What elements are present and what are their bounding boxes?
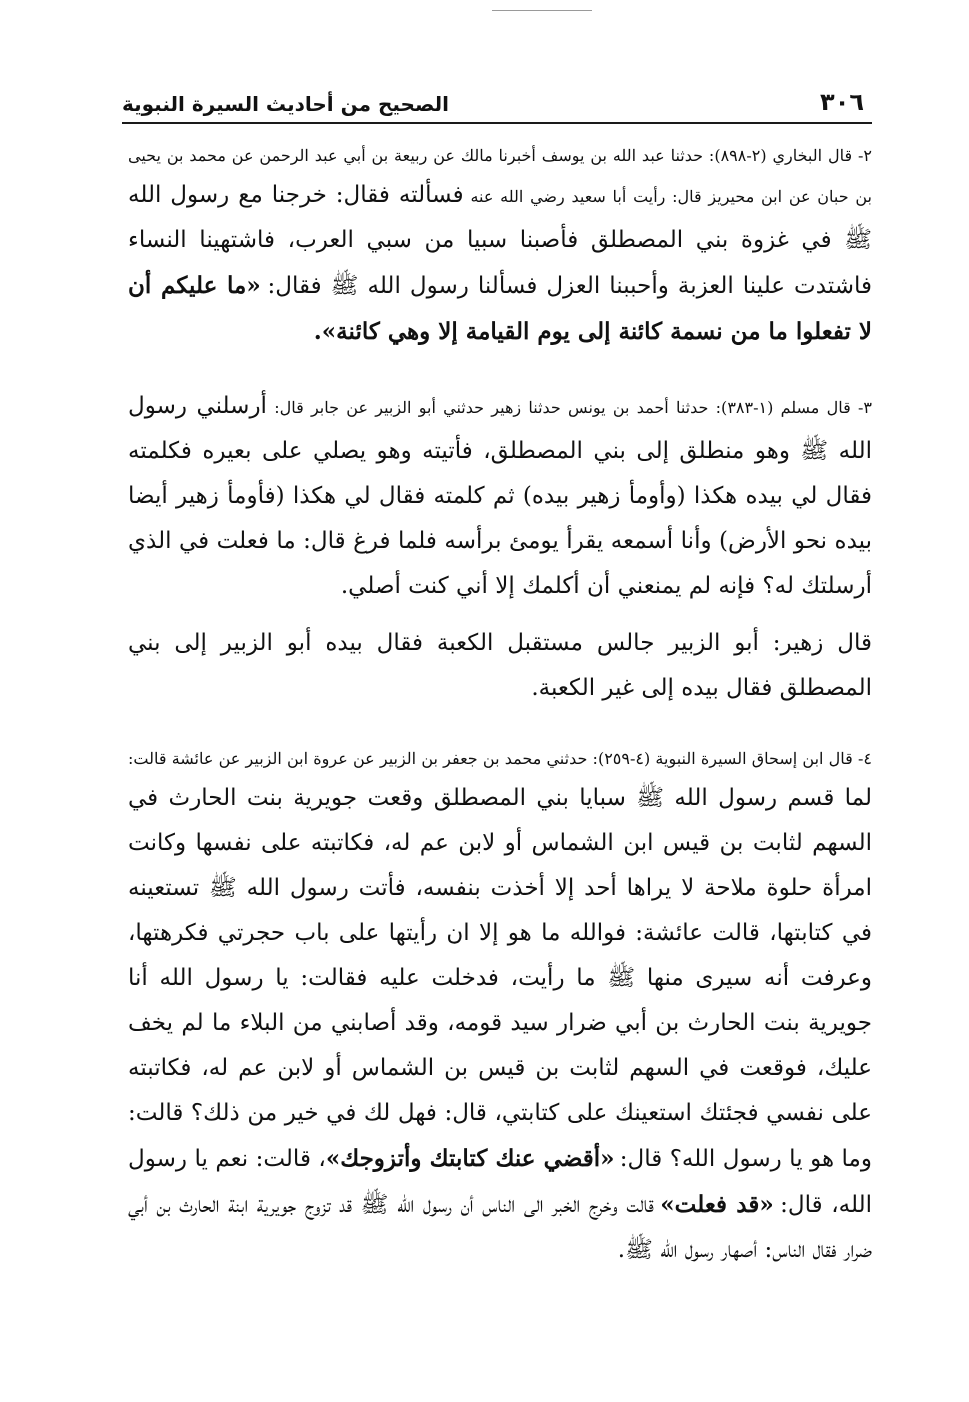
prophetic-saying-2: «ما عليكم أن لا تفعلوا ما من نسمة كائنة إلى يوم القيامة إلا وهي كائنة». [128,272,872,345]
matn-2: فسألته فقال: خرجنا مع رسول الله ﷺ في غزوة بني المصطلق فأصبنا سبيا من سبي العرب، فاشتهينا النساء فاشتدت علينا العزبة وأحببنا العزل فسألنا رسول الله ﷺ فقال: [128,182,872,299]
radiya-honorific: رضي الله عنه [470,187,565,206]
isnad-4: ٤- قال ابن إسحاق السيرة النبوية (٤-٢٥٩): حدثني محمد بن جعفر بن الزبير عن عروة ابن الزبير عن عائشة قالت: [128,749,873,768]
isnad-3: ٣- قال مسلم (١-٣٨٣): حدثنا أحمد بن يونس حدثنا زهير حدثني أبو الزبير عن جابر قال: [274,398,873,417]
matn-4c: قالت وخرج الخبر الى الناس أن رسول الله ﷺ قد تزوج جويرية ابنة الحارث بن أبي ضرار فقال الناس: أصهار رسول الله ﷺ. [128,1192,872,1263]
prophetic-saying-4b: «قد فعلت» [660,1191,774,1218]
page-number: ٣٠٦ [820,88,864,116]
page-header [122,78,872,124]
isnad-2: ٢- قال البخاري (٢-٨٩٨): حدثنا عبد الله بن يوسف أخبرنا مالك عن ربيعة بن أبي عبد الرحمن عن محمد بن يحيى بن حبان عن ابن محيريز قال: رأيت أبا سعيد [128,146,873,206]
page-body [128,138,872,1273]
hadith-4 [128,741,872,1273]
top-rule [492,10,592,11]
matn-4b: ، قالت: نعم يا رسول الله، قال: [128,1146,872,1218]
zuhair-note [128,621,872,711]
prophetic-saying-4a: «أقضي عنك كتابتك وأتزوجك» [325,1145,615,1172]
matn-4a: لما قسم رسول الله ﷺ سبايا بني المصطلق وقعت جويرية بنت الحارث في السهم لثابت بن قيس ابن الشماس أو لابن عم له، فكاتبته على نفسها وكانت امرأة حلوة ملاحة لا يراها أحد إلا أخذت بنفسه، فأتت رسول الله ﷺ تستعينه في كتابتها، قالت عائشة: فوالله ما هو إلا ان رأيتها على باب حجرتي فكرهتها، وعرفت أنه سيرى منها ﷺ ما رأيت، فدخلت عليه فقالت: يا رسول الله أنا جويرية بنت الحارث بن أبي ضرار سيد قومه، وقد أصابني من البلاء ما لم يخف عليك، فوقعت في السهم لثابت بن قيس بن الشماس أو لابن عم له، فكاتبته على نفسي فجئتك استعينك على كتابتي، قال: فهل لك في خير من ذلك؟ قالت: وما هو يا رسول الله؟ قال: [128,785,872,1172]
hadith-2 [128,138,872,354]
hadith-3 [128,384,872,609]
zuhair-text: قال زهير: أبو الزبير جالس مستقبل الكعبة فقال بيده أبو الزبير إلى بني المصطلق فقال بيده إلى غير الكعبة. [128,630,872,701]
matn-3: أرسلني رسول الله ﷺ وهو منطلق إلى بني المصطلق، فأتيته وهو يصلي على بعيره فكلمته فقال لي بيده هكذا (وأومأ زهير بيده) ثم كلمته فقال لي هكذا (فأومأ زهير أيضا بيده نحو الأرض) وأنا أسمعه يقرأ يومئ برأسه فلما فرغ قال: ما فعلت في الذي أرسلتك له؟ فإنه لم يمنعني أن أكلمك إلا أني كنت أصلي. [128,393,872,599]
running-title: الصحيح من أحاديث السيرة النبوية [122,92,450,116]
